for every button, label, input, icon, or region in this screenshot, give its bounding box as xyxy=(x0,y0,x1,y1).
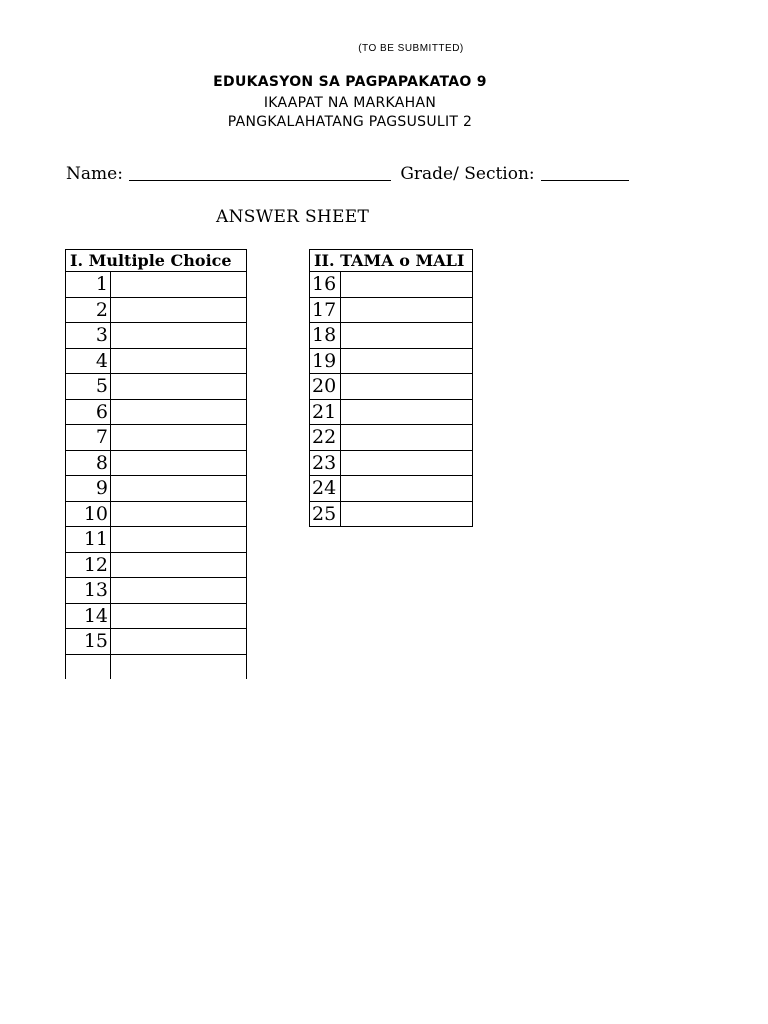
answer-cell[interactable] xyxy=(111,552,247,578)
tama-o-mali-table xyxy=(309,249,473,527)
item-number: 11 xyxy=(66,527,111,553)
item-number: 23 xyxy=(310,450,341,476)
answer-row xyxy=(66,425,247,451)
answer-row xyxy=(66,527,247,553)
answer-row xyxy=(310,297,473,323)
answer-cell[interactable] xyxy=(111,425,247,451)
answer-row xyxy=(66,374,247,400)
answer-cell[interactable] xyxy=(341,399,473,425)
answer-cell[interactable] xyxy=(111,374,247,400)
answer-row xyxy=(310,501,473,527)
answer-cell[interactable] xyxy=(341,501,473,527)
answer-cell[interactable] xyxy=(111,348,247,374)
answer-cell[interactable] xyxy=(341,272,473,298)
answer-cell[interactable] xyxy=(341,425,473,451)
answer-cell[interactable] xyxy=(111,527,247,553)
item-number: 1 xyxy=(66,272,111,298)
item-number: 9 xyxy=(66,476,111,502)
answer-row xyxy=(66,348,247,374)
answer-cell[interactable] xyxy=(111,297,247,323)
answer-cell[interactable] xyxy=(341,297,473,323)
answer-row xyxy=(66,629,247,655)
answer-row xyxy=(310,348,473,374)
answer-sheet-title: ANSWER SHEET xyxy=(216,207,370,227)
item-number: 10 xyxy=(66,501,111,527)
item-number: 21 xyxy=(310,399,341,425)
student-info-line xyxy=(66,164,629,184)
item-number: 3 xyxy=(66,323,111,349)
item-number: 13 xyxy=(66,578,111,604)
item-number: 16 xyxy=(310,272,341,298)
item-number: 14 xyxy=(66,603,111,629)
name-blank[interactable] xyxy=(129,165,391,181)
item-number: 24 xyxy=(310,476,341,502)
answer-row xyxy=(66,578,247,604)
answer-cell[interactable] xyxy=(111,578,247,604)
answer-row xyxy=(310,323,473,349)
answer-row xyxy=(66,450,247,476)
answer-row xyxy=(66,272,247,298)
answer-cell[interactable] xyxy=(111,450,247,476)
answer-cell[interactable] xyxy=(111,629,247,655)
answer-cell[interactable] xyxy=(341,374,473,400)
answer-row xyxy=(66,603,247,629)
item-number: 5 xyxy=(66,374,111,400)
answer-row xyxy=(66,399,247,425)
to-be-submitted-note: (TO BE SUBMITTED) xyxy=(358,43,464,54)
answer-cell[interactable] xyxy=(111,476,247,502)
answer-row xyxy=(310,425,473,451)
answer-cell[interactable] xyxy=(111,501,247,527)
item-number: 8 xyxy=(66,450,111,476)
exam-subtitle: PANGKALAHATANG PAGSUSULIT 2 xyxy=(227,114,473,130)
answer-cell[interactable] xyxy=(111,399,247,425)
answer-row xyxy=(66,297,247,323)
item-number: 15 xyxy=(66,629,111,655)
answer-cell[interactable] xyxy=(341,476,473,502)
answer-cell[interactable] xyxy=(111,272,247,298)
answer-cell[interactable] xyxy=(341,450,473,476)
grade-section-blank[interactable] xyxy=(541,165,629,181)
item-number: 22 xyxy=(310,425,341,451)
subject-title: EDUKASYON SA PAGPAPAKATAO 9 xyxy=(213,74,487,90)
answer-row xyxy=(66,476,247,502)
multiple-choice-table xyxy=(65,249,247,679)
item-number-empty xyxy=(66,654,111,679)
answer-row xyxy=(310,450,473,476)
item-number: 18 xyxy=(310,323,341,349)
item-number: 20 xyxy=(310,374,341,400)
answer-row xyxy=(310,476,473,502)
item-number: 12 xyxy=(66,552,111,578)
answer-row-empty xyxy=(66,654,247,679)
item-number: 17 xyxy=(310,297,341,323)
quarter-subtitle: IKAAPAT NA MARKAHAN xyxy=(263,95,437,111)
grade-section-label: Grade/ Section: xyxy=(400,164,535,184)
answer-cell[interactable] xyxy=(111,323,247,349)
multiple-choice-header: I. Multiple Choice xyxy=(66,250,247,272)
item-number: 6 xyxy=(66,399,111,425)
name-label: Name: xyxy=(66,164,123,184)
answer-cell[interactable] xyxy=(111,654,247,679)
item-number: 7 xyxy=(66,425,111,451)
answer-row xyxy=(66,552,247,578)
answer-cell[interactable] xyxy=(341,348,473,374)
item-number: 2 xyxy=(66,297,111,323)
tama-o-mali-header: II. TAMA o MALI xyxy=(310,250,473,272)
answer-cell[interactable] xyxy=(341,323,473,349)
answer-row xyxy=(66,501,247,527)
answer-row xyxy=(66,323,247,349)
item-number: 19 xyxy=(310,348,341,374)
item-number: 25 xyxy=(310,501,341,527)
answer-cell[interactable] xyxy=(111,603,247,629)
answer-row xyxy=(310,374,473,400)
answer-row xyxy=(310,272,473,298)
item-number: 4 xyxy=(66,348,111,374)
answer-row xyxy=(310,399,473,425)
